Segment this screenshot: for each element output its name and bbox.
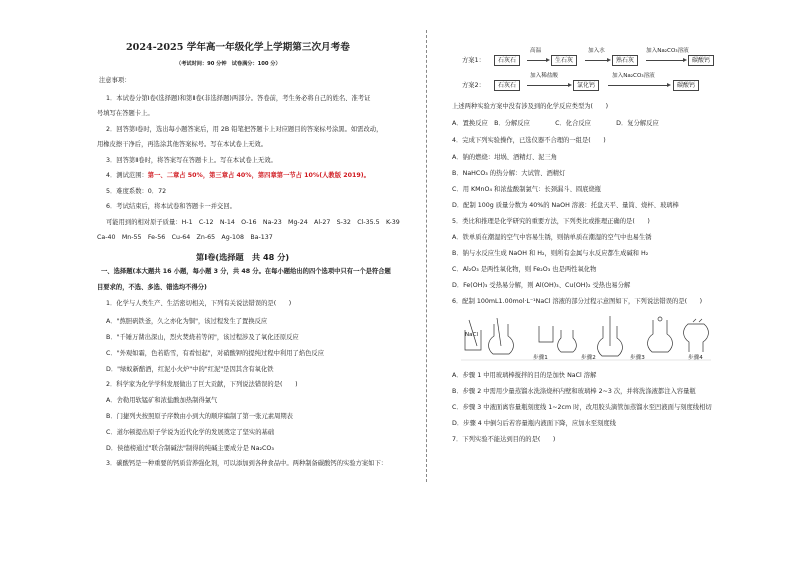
option-line: B．钠与水反应生成 NaOH 和 H₂，则所有金属与水反应都生成碱和 H₂: [452, 250, 649, 257]
question-7: 7．下列实验不能达到目的的是( ): [452, 436, 556, 443]
volumetric-flask-icon: [598, 316, 623, 356]
option-line: B．"千锤万凿出深山，烈火焚烧若等闲"，该过程涉及了氧化还原反应: [106, 334, 299, 341]
option-line: D．侯德榜通过"联合制碱法"制得的纯碱主要成分是 Na₂CO₃: [106, 445, 274, 452]
flow-arrow-label: 加入Na₂CO₃溶液: [646, 48, 689, 54]
part1-intro: 一、选择题(本大题共 16 小题，每小题 3 分，共 48 分。在每小题给出的四个选项中只有一个是符合题: [101, 268, 391, 275]
option-line: D．Fe(OH)₃ 受热易分解，则 Al(OH)₃、Cu(OH)₂ 受热也易分解: [452, 282, 631, 289]
question-3: 3．碳酸钙是一种重要的钙质营养强化剂，可以添加到各种食品中。两种制备碳酸钙的实验方案如下：: [106, 460, 388, 467]
option-line: C．道尔顿提出原子学说为近代化学的发展奠定了坚实的基础: [106, 429, 275, 436]
flow-node-calcium-carbonate: 碳酸钙: [673, 80, 699, 91]
beaker-pour-icon: [539, 326, 576, 352]
note-line: 2．回答第Ⅰ卷时，选出每小题答案后，用 2B 铅笔把答题卡上对应题目的答案标号涂黑。如需改动，: [106, 126, 383, 133]
flow-arrow: [585, 60, 608, 61]
part1-intro: 目要求的，不选、多选、错选均不得分): [97, 284, 207, 291]
flow-node-calcium-chloride: 氯化钙: [573, 80, 599, 91]
flow-arrow: [527, 85, 569, 86]
part1-heading: 第Ⅰ卷(选择题 共 48 分): [196, 252, 290, 262]
option-line: D．配制 100g 质量分数为 40%的 NaOH 溶液：托盘天平、量筒、烧杯、玻璃棒: [452, 202, 679, 209]
test-scope: [106, 172, 370, 180]
figure-step-label: 步骤4: [688, 355, 703, 361]
option-line: C．步骤 3 中液面离容量瓶刻度线 1~2cm 时，改用胶头滴管加蒸馏水至凹液面与刻度线相切: [452, 404, 712, 411]
option-line: A．"熬胆矾铁釜，久之亦化为铜"，该过程发生了置换反应: [106, 318, 268, 325]
flow-arrow: [646, 60, 684, 61]
arrowhead-icon: [667, 83, 671, 87]
atomic-mass-line: 可能用到的相对原子质量：H-1 C-12 N-14 O-16 Na-23 Mg-24 Al-27 S-32 Cl-35.5 K-39: [106, 219, 400, 226]
flow-node-quicklime: 生石灰: [551, 55, 577, 66]
arrowhead-icon: [683, 58, 687, 62]
option-line: D．"绿蚁新醅酒，红泥小火炉"中的"红泥"是因其含有氧化铁: [106, 366, 274, 373]
volumetric-flask-icon: [648, 317, 673, 352]
flow-node-slaked-lime: 熟石灰: [612, 55, 638, 66]
option-line: A．步骤 1 中用玻璃棒搅拌的目的是加快 NaCl 溶解: [452, 372, 597, 379]
option-line: B．门捷列夫按照原子序数由小到大的顺序编制了第一张元素周期表: [106, 413, 293, 420]
inverted-flask-icon: [684, 319, 709, 352]
figure-step-label: 步骤1: [533, 355, 548, 361]
flow-arrow-label: 高温: [530, 48, 542, 54]
note-line: 3．回答第Ⅱ卷时，将答案写在答题卡上。写在本试卷上无效。: [106, 157, 277, 164]
option-line: A．铁单质在潮湿的空气中容易生锈，则钠单质在潮湿的空气中也易生锈: [452, 234, 652, 241]
option-line: B．NaHCO₃ 的热分解：大试管、酒精灯: [452, 170, 566, 177]
flow-node-limestone: 石灰石: [494, 55, 520, 66]
note-line: 5．难度系数：0．72: [106, 188, 167, 195]
figure-step-label: 步骤3: [630, 355, 645, 361]
figure-nacl-label: NaCl: [465, 332, 479, 338]
flow-node-calcium-carbonate: 碳酸钙: [688, 55, 714, 66]
arrowhead-icon: [568, 83, 572, 87]
flow-arrow-label: 加入Na₂CO₃溶液: [612, 73, 655, 79]
note-line: 用橡皮擦干净后，再选涂其他答案标号。写在本试卷上无效。: [97, 141, 268, 148]
notes-heading: 注意事项：: [99, 77, 131, 84]
flow-arrow: [608, 85, 668, 86]
test-scope-label: 4．测试范围：: [106, 172, 148, 179]
exam-subtitle: （考试时间：90 分钟 试卷满分：100 分）: [176, 61, 281, 67]
note-line: 6．考试结束后，将本试卷和答题卡一并交回。: [106, 203, 236, 210]
fold-divider: [426, 30, 427, 482]
option-line: A．置换反应 B．分解反应 C．化合反应 D．复分解反应: [452, 120, 659, 127]
question-3-stem: 上述两种实验方案中没有涉及到的化学反应类型为( ): [452, 103, 609, 110]
option-line: B．步骤 2 中需用少量蒸馏水洗涤烧杯内壁和玻璃棒 2~3 次，并将洗涤液都注入容量瓶: [452, 388, 696, 395]
option-line: D．步骤 4 中倒匀后若容量瓶内液面下降，应加水至刻度线: [452, 420, 616, 427]
atomic-mass-line: Ca-40 Mn-55 Fe-56 Cu-64 Zn-65 Ag-108 Ba-137: [97, 234, 273, 241]
option-line: C．"外观如霜，色若皓雪，有看恒起"，对硝酸钾的提纯过程中利用了焰色反应: [106, 350, 324, 357]
arrowhead-icon: [546, 58, 550, 62]
flow-node-limestone: 石灰石: [494, 80, 520, 91]
scheme2-label: 方案2：: [462, 82, 485, 89]
volumetric-flask-icon: [489, 318, 514, 354]
option-line: A．钠的燃烧：坩埚、酒精灯、泥三角: [452, 154, 558, 161]
question-4: 4．完成下列实验操作，已选仪器不合理的一组是( ): [452, 137, 606, 144]
flow-arrow-label: 加入稀盐酸: [530, 73, 558, 79]
flow-arrow-label: 加入水: [588, 48, 605, 54]
option-line: C．Al₂O₃ 是两性氧化物，则 Fe₂O₃ 也是两性氧化物: [452, 266, 597, 273]
test-scope-highlight: 第一、二章占 50%，第三章占 40%，第四章第一节占 10%(人教版 2019)。: [147, 172, 370, 179]
scheme1-label: 方案1：: [462, 57, 485, 64]
figure-step-label: 步骤2: [581, 355, 596, 361]
arrowhead-icon: [607, 58, 611, 62]
exam-title: 2024-2025 学年高一年级化学上学期第三次月考卷: [126, 42, 350, 53]
note-line: 1．本试卷分第Ⅰ卷(选择题)和第Ⅱ卷(非选择题)两部分。答卷前，考生务必将自己的姓名、准考证: [106, 95, 371, 102]
option-line: A．舍勒用软锰矿和浓盐酸加热制得氯气: [106, 397, 218, 404]
flow-arrow: [527, 60, 547, 61]
question-5: 5．类比和推理是化学研究的重要方法，下列类比或推理正确的是( ): [452, 218, 650, 225]
question-2: 2．科学家为化学学科发展做出了巨大贡献，下列说法错误的是( ): [106, 381, 298, 388]
question-6: 6．配制 100mL1.00mol·L⁻¹NaCl 溶液的部分过程示意图如下，下列说法错误的是( ): [452, 298, 703, 305]
note-line: 号填写在答题卡上。: [97, 110, 154, 117]
option-line: C．用 KMnO₄ 和浓盐酸制氯气：长颈漏斗、圆底烧瓶: [452, 186, 602, 193]
question-1: 1．化学与人类生产、生活密切相关，下列有关说法错误的是( ): [106, 300, 292, 307]
